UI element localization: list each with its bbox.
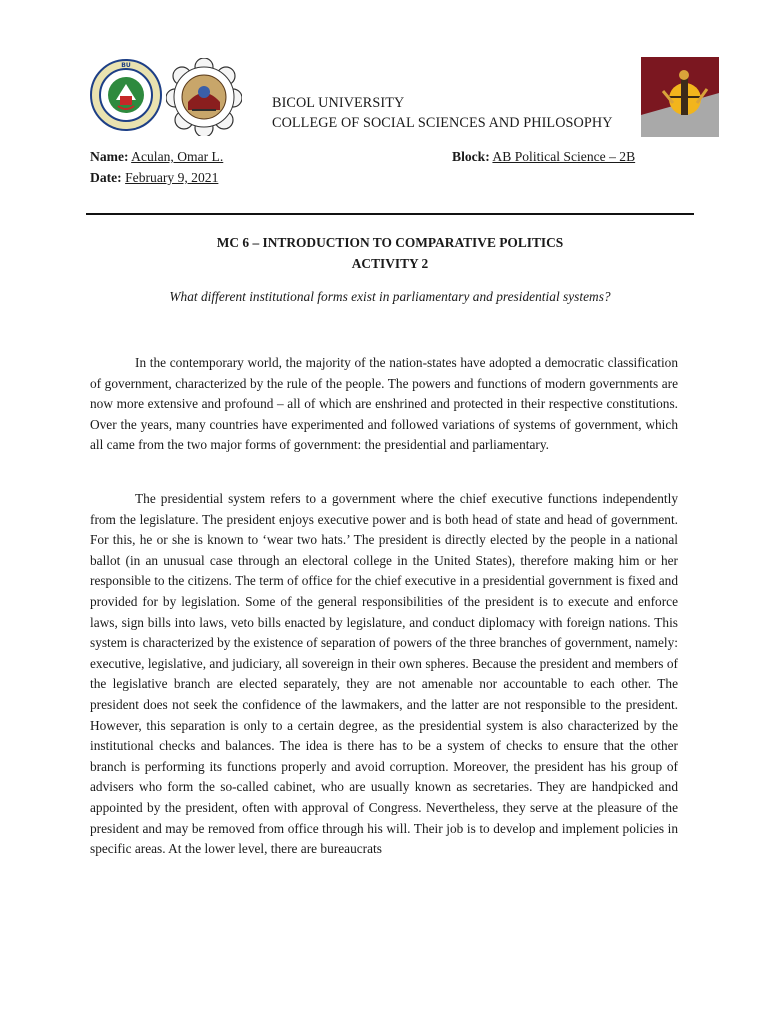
svg-text:BU: BU [121, 62, 131, 69]
name-label: Name: [90, 149, 129, 164]
activity-question: What different institutional forms exist in parliamentary and presidential systems? [169, 289, 611, 304]
block-row [452, 147, 635, 167]
header-divider [86, 213, 694, 215]
paragraph-1: In the contemporary world, the majority of the nation-states have adopted a democratic classification of government, characterized by the rule of the people. The powers and functions of modern governments are now more extensive and profound – all of which are enshrined and protected in their respective constitutions. Over the years, many countries have experimented and followed variations of systems of government, which all came from the two major forms of government: the presidential and parliamentary. [90, 355, 678, 453]
course-title: MC 6 – INTRODUCTION TO COMPARATIVE POLITICS [216, 235, 564, 250]
date-value: February 9, 2021 [125, 170, 219, 185]
bicol-university-seal [90, 58, 162, 132]
university-name: BICOL UNIVERSITY [272, 95, 405, 111]
department-logo [641, 57, 719, 137]
date-label: Date: [90, 170, 122, 185]
name-row [90, 147, 223, 167]
block-value: AB Political Science – 2B [492, 149, 636, 164]
paragraph-2: The presidential system refers to a government where the chief executive functions independently from the legislature. The president enjoys executive power and is both head of state and head of government. For this, he or she is known to ‘wear two hats.’ The president is directly elected by the people in a national ballot (in an unusual case through an electoral college in the United States), therefore making him or her responsible to the citizens. The term of office for the chief executive in a presidential government is fixed and provided for by legislation. Some of the general responsibilities of the president is to execute and enforce laws, sign bills into laws, veto bills enacted by legislature, and conduct diplomacy with foreign nations. This system is characterized by the existence of separation of powers of the three branches of government, namely: executive, legislative, and judiciary, all sovereign in their own spheres. Because the president and members of the legislative branch are elected separately, they are not amenable nor accountable to each other. The president does not seek the confidence of the lawmakers, and the latter are not responsible to the president. However, this separation is only to a certain degree, as the presidential system is also characterized by the institutional checks and balances. The idea is there has to be a system of checks to ensure that the other branch is performing its functions properly and avoid corruption. Moreover, the president has his group of advisers who form the so-called cabinet, who are usually known as secretaries. They are handpicked and appointed by the president, often with approval of Congress. Nevertheless, they serve at the pleasure of the president and may be removed from office through his will. Their job is to develop and implement policies in specific areas. At the lower level, there are bureaucrats [90, 491, 679, 857]
name-value: Aculan, Omar L. [131, 149, 224, 164]
university-header [272, 93, 613, 133]
activity-title: ACTIVITY 2 [351, 256, 429, 271]
block-label: Block: [452, 149, 490, 164]
college-seal [166, 58, 242, 136]
college-name: COLLEGE OF SOCIAL SCIENCES AND PHILOSOPHY [272, 115, 613, 131]
date-row [90, 168, 218, 188]
